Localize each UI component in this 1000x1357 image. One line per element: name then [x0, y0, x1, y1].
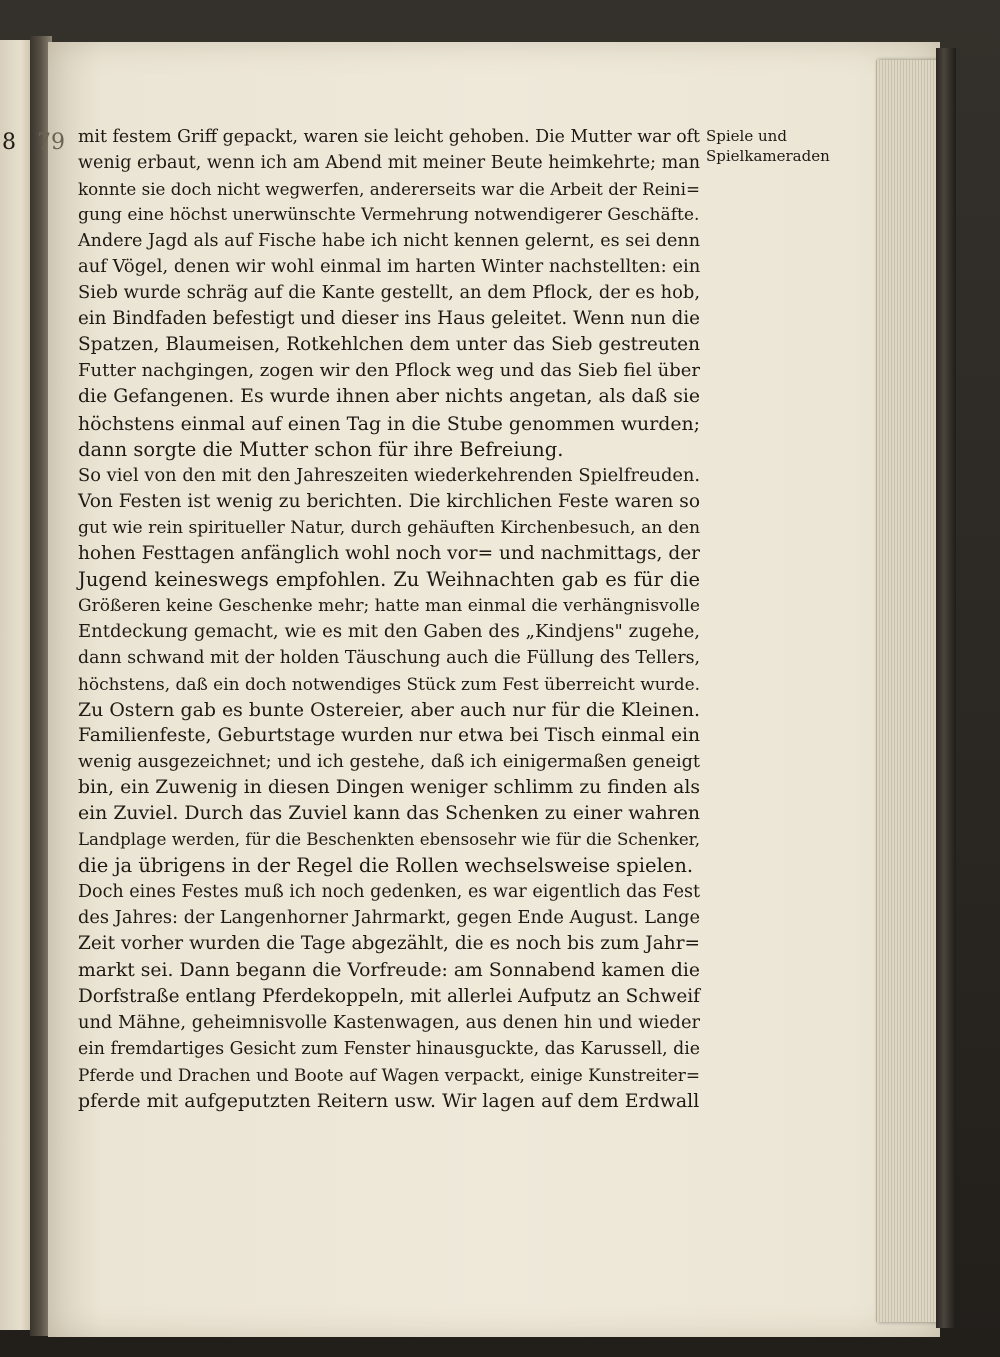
text-line: gung eine höchst unerwünschte Vermehrung notwendigerer Geschäfte.	[78, 205, 700, 226]
marginal-note-line: Spiele und	[706, 127, 787, 145]
text-line: Von Festen ist wenig zu berichten. Die kirchlichen Feste waren so	[78, 490, 700, 512]
text-line: hohen Festtagen anfänglich wohl noch vor= und nachmittags, der	[78, 542, 700, 564]
text-line: gut wie rein spiritueller Natur, durch gehäuften Kirchenbesuch, an den	[78, 517, 700, 538]
text-line: Entdeckung gemacht, wie es mit den Gaben des „Kindjens" zugehe,	[78, 620, 700, 642]
text-line: Dorfstraße entlang Pferdekoppeln, mit allerlei Aufputz an Schweif	[78, 985, 700, 1007]
text-line: auf Vögel, denen wir wohl einmal im harten Winter nachstellten: ein	[78, 256, 701, 278]
facing-page-number-fragment: 8	[2, 130, 16, 155]
bleed-through-number: 79	[37, 130, 65, 155]
text-line: Jugend keineswegs empfohlen. Zu Weihnachten gab es für die	[78, 567, 700, 591]
text-line: Familienfeste, Geburtstage wurden nur etwa bei Tisch einmal ein	[78, 725, 700, 747]
text-line: die ja übrigens in der Regel die Rollen wechselsweise spielen.	[78, 854, 694, 878]
text-line: markt sei. Dann begann die Vorfreude: am Sonnabend kamen die	[78, 959, 700, 981]
page-block-edges	[876, 60, 939, 1322]
text-line: mit festem Griff gepackt, waren sie leicht gehoben. Die Mutter war oft	[78, 127, 700, 147]
text-line: Landplage werden, für die Beschenkten ebensosehr wie für die Schenker,	[78, 830, 700, 850]
text-line: ein fremdartiges Gesicht zum Fenster hinausguckte, das Karussell, die	[78, 1038, 700, 1059]
text-line: dann schwand mit der holden Täuschung auch die Füllung des Tellers,	[78, 647, 700, 668]
text-line: Doch eines Festes muß ich noch gedenken, es war eigentlich das Fest	[78, 882, 700, 903]
text-line: höchstens einmal auf einen Tag in die Stube genommen wurden;	[78, 412, 700, 435]
text-line: ein Zuviel. Durch das Zuviel kann das Schenken zu einer wahren	[78, 803, 700, 825]
marginal-note-line: Spielkameraden	[706, 147, 830, 165]
text-line: des Jahres: der Langenhorner Jahrmarkt, gegen Ende August. Lange	[78, 907, 700, 929]
text-line: Spatzen, Blaumeisen, Rotkehlchen dem unter das Sieb gestreuten	[78, 334, 700, 356]
text-line: Größeren keine Geschenke mehr; hatte man einmal die verhängnisvolle	[78, 595, 700, 616]
text-line: dann sorgte die Mutter schon für ihre Befreiung.	[78, 437, 564, 461]
text-line: Zeit vorher wurden die Tage abgezählt, die es noch bis zum Jahr=	[78, 933, 700, 955]
text-line: höchstens, daß ein doch notwendiges Stück zum Fest überreicht wurde.	[78, 673, 700, 694]
facing-page-edge	[0, 40, 32, 1330]
text-line: ein Bindfaden befestigt und dieser ins Haus geleitet. Wenn nun die	[78, 308, 700, 330]
text-line: Sieb wurde schräg auf die Kante gestellt, an dem Pflock, der es hob,	[78, 282, 700, 304]
text-line: und Mähne, geheimnisvolle Kastenwagen, aus denen hin und wieder	[78, 1011, 700, 1033]
text-line: konnte sie doch nicht wegwerfen, andererseits war die Arbeit der Reini=	[78, 179, 700, 200]
book-cover-edge	[936, 48, 956, 1328]
text-line: bin, ein Zuwenig in diesen Dingen weniger schlimm zu finden als	[78, 777, 700, 799]
text-line: Pferde und Drachen und Boote auf Wagen verpackt, einige Kunstreiter=	[78, 1064, 700, 1085]
text-line: pferde mit aufgeputzten Reitern usw. Wir lagen auf dem Erdwall	[78, 1089, 700, 1112]
text-line: Zu Ostern gab es bunte Ostereier, aber auch nur für die Kleinen.	[78, 699, 700, 722]
text-line: Futter nachgingen, zogen wir den Pflock weg und das Sieb fiel über	[78, 360, 701, 382]
text-line: die Gefangenen. Es wurde ihnen aber nichts angetan, als daß sie	[78, 386, 701, 408]
text-line: Andere Jagd als auf Fische habe ich nicht kennen gelernt, es sei denn	[78, 231, 700, 252]
text-line: wenig erbaut, wenn ich am Abend mit meiner Beute heimkehrte; man	[78, 153, 700, 174]
text-line: So viel von den mit den Jahreszeiten wiederkehrenden Spielfreuden.	[78, 464, 700, 486]
text-line: wenig ausgezeichnet; und ich gestehe, daß ich einigermaßen geneigt	[78, 752, 700, 773]
body-text	[78, 124, 700, 1114]
marginal-note	[706, 126, 876, 166]
